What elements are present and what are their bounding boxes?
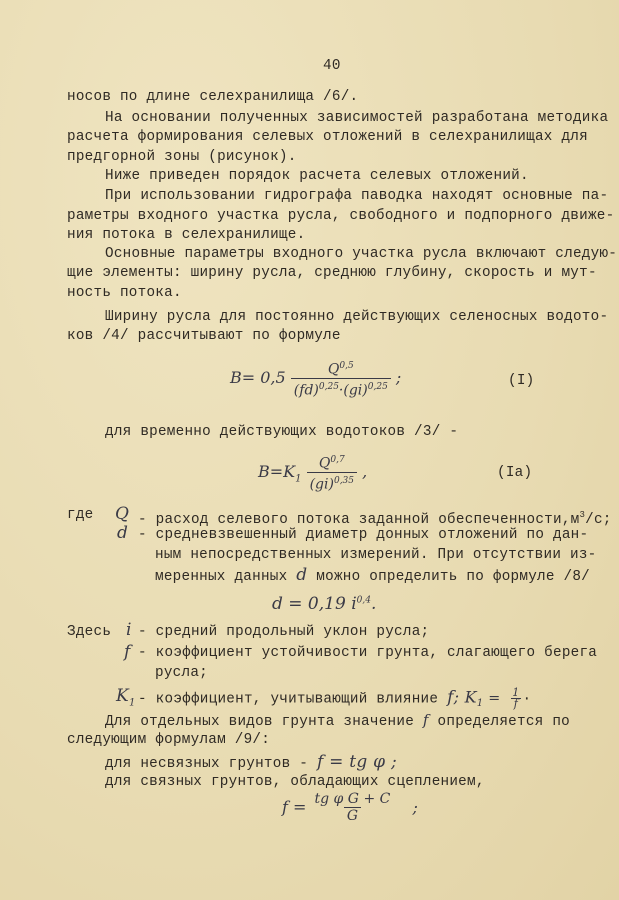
k1-frac-num: 1 [512, 686, 520, 699]
symbol-f: f [124, 642, 131, 662]
definition-q-text: - расход селевого потока заданной обеспеченности,м [138, 511, 580, 528]
definition-d-line3 [155, 566, 590, 586]
formula-1a-num-exp: 0,7 [330, 455, 345, 465]
formula-cohesive-fraction [312, 791, 394, 825]
text-line: Ширину русла для постоянно действующих селеносных водото- [105, 309, 609, 325]
formula-1a-lhs: B=K [258, 462, 296, 482]
formula-d [272, 594, 376, 614]
formula-1a-den: (gi) [309, 476, 334, 493]
formula-1a-den-exp: 0,35 [333, 475, 355, 486]
definition-q-tail: /с; [585, 511, 612, 528]
k1-frac-den: f [511, 698, 521, 709]
symbol-d-inline: d [296, 565, 308, 585]
k1-eq-lhs: ; K [453, 687, 477, 707]
text-line: предгорной зоны (рисунок). [67, 149, 297, 165]
definition-d-line2: ным непосредственных измерений. При отсутствии из- [155, 547, 597, 563]
formula-cohesive-num: tg φ G + C [314, 791, 391, 807]
formula-1a-tag: (Ia) [497, 465, 533, 481]
formula-d-end: . [370, 594, 377, 614]
formula-d-text: d = 0,19 i [272, 594, 357, 614]
symbol-d: d [117, 523, 129, 543]
formula-1-den-a: (fd) [293, 382, 319, 399]
where-label: где [67, 507, 94, 523]
text-line: Ниже приведен порядок расчета селевых отложений. [105, 168, 529, 184]
formula-1-end: ; [395, 368, 402, 388]
formula-1a-fraction [307, 452, 357, 493]
formula-1 [230, 358, 401, 399]
symbol-k1 [116, 687, 136, 712]
formula-1-fraction [291, 358, 391, 399]
formula-1-den-a-exp: 0,25 [318, 381, 339, 392]
symbol-k: K [116, 686, 129, 706]
formula-cohesive [282, 791, 418, 825]
formula-1a [258, 452, 367, 493]
loose-soil-formula: f = tg φ ; [316, 752, 397, 772]
definition-d-line3-b: можно определить по формуле /8/ [316, 569, 590, 585]
symbol-f-inline: f [447, 687, 454, 708]
symbol-q: Q [115, 504, 130, 524]
formula-1-den-b-exp: 0,25 [367, 381, 388, 392]
formula-1-tag: (I) [508, 373, 535, 389]
text-line: Основные параметры входного участка русла включают следую- [105, 246, 618, 262]
k1-eq-rhs: = [483, 690, 501, 707]
k1-eq-sub: 1 [476, 698, 484, 710]
soil-line-a: Для отдельных видов грунта значение [105, 714, 415, 730]
definition-k1 [138, 688, 531, 713]
definition-k1-text: - коэффициент, учитывающий влияние [138, 691, 439, 708]
text-line: для временно действующих водотоков /3/ - [105, 424, 459, 440]
definition-d-line3-a: меренных данных [155, 569, 288, 585]
text-line [105, 753, 397, 773]
formula-cohesive-den: G [344, 807, 361, 825]
text-line: для связных грунтов, обладающих сцеплением, [105, 774, 485, 790]
formula-cohesive-lhs: f = [282, 797, 307, 817]
formula-cohesive-end: ; [412, 797, 418, 817]
text-line: раметры входного участка русла, свободного и подпорного движе- [67, 208, 615, 224]
text-line: следующим формулам /9/: [67, 732, 271, 748]
symbol-k-sub: 1 [128, 697, 136, 709]
definition-f: - коэффициент устойчивости грунта, слагающего берега [138, 645, 598, 661]
text-line: На основании полученных зависимостей разработана методика [105, 110, 609, 126]
k1-end: · [522, 691, 532, 708]
text-line: При использовании гидрографа паводка находят основные па- [105, 188, 609, 204]
definition-q-exp: 3 [579, 510, 586, 520]
formula-1a-num: Q [318, 455, 331, 472]
k1-fraction [509, 688, 522, 709]
formula-1-lhs: B= 0,5 [230, 368, 286, 388]
definition-d: - средневзвешенный диаметр донных отложений по дан- [138, 527, 589, 543]
symbol-f-soil: f [422, 711, 429, 729]
definition-i: - средний продольный уклон русла; [138, 624, 430, 640]
soil-line-b: определяется по [437, 714, 570, 730]
text-line: ков /4/ рассчитывают по формуле [67, 328, 341, 344]
symbol-i: i [126, 620, 132, 640]
text-line: расчета формирования селевых отложений в селехранилищах для [67, 129, 588, 145]
formula-1-den-b: ·(gi) [338, 382, 368, 399]
formula-1a-lhs-sub: 1 [295, 473, 302, 485]
text-line: ность потока. [67, 285, 182, 301]
formula-1a-end: , [362, 462, 368, 482]
text-line: ния потока в селехранилище. [67, 227, 306, 243]
loose-soil-label: для несвязных грунтов - [105, 756, 309, 772]
text-line: носов по длине селехранилища /6/. [67, 89, 359, 105]
definition-f-line2: русла; [155, 665, 208, 681]
formula-1-num-exp: 0,5 [339, 361, 354, 371]
formula-1-num: Q [327, 361, 340, 378]
here-label: Здесь [67, 624, 112, 640]
text-line: щие элементы: ширину русла, среднюю глубину, скорость и мут- [67, 265, 597, 281]
text-line [105, 711, 570, 731]
formula-d-exp: 0,4 [356, 595, 371, 606]
page-number: 40 [323, 58, 341, 74]
